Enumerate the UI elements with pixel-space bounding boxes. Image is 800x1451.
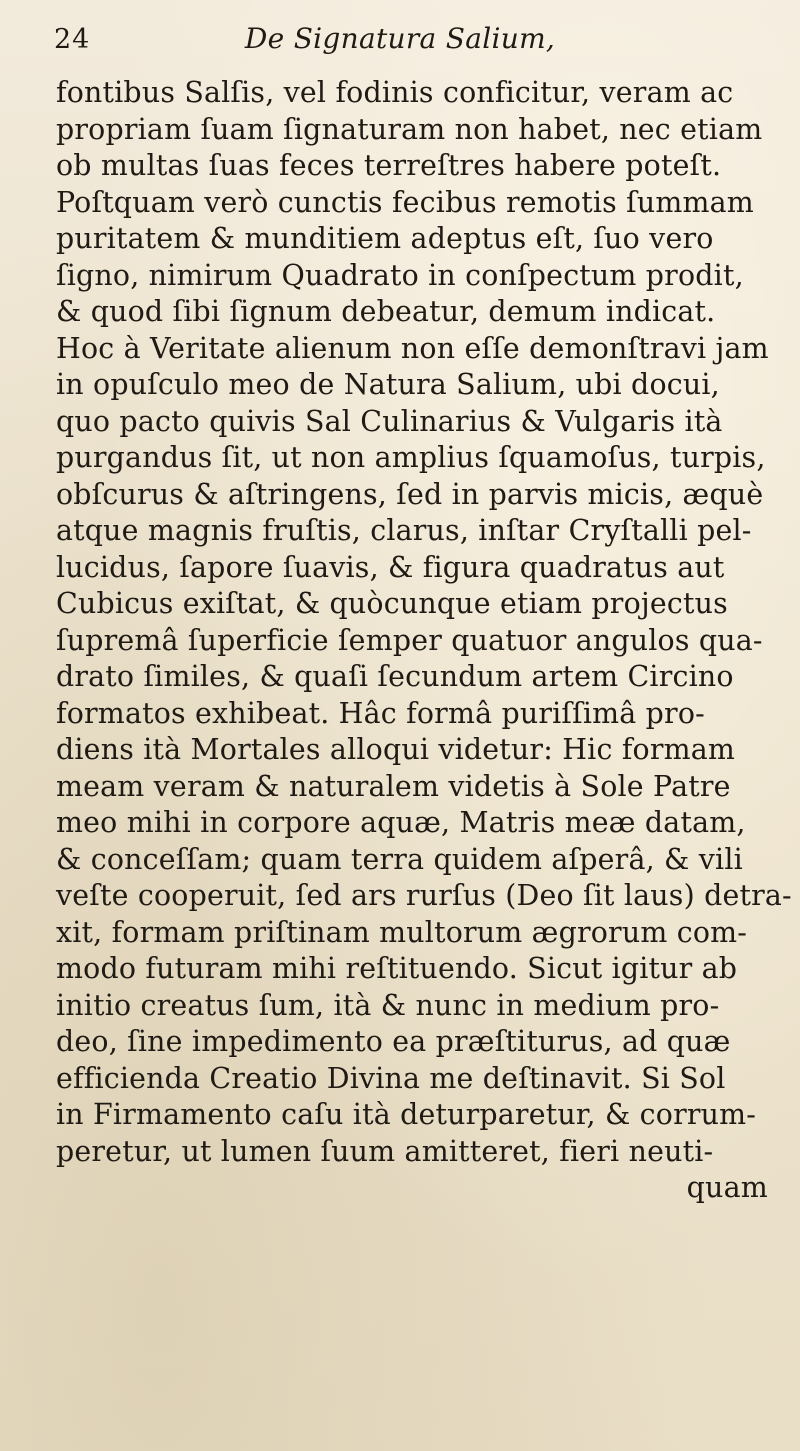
text-line: atque magnis fruſtis, clarus, inſtar Cryſtalli pel- bbox=[56, 514, 752, 547]
text-line: Cubicus exiſtat, & quòcunque etiam projectus bbox=[56, 587, 728, 620]
text-line: ob multas ſuas feces terreſtres habere poteſt. bbox=[56, 149, 722, 182]
page-number: 24 bbox=[54, 24, 91, 55]
text-line: efficienda Creatio Divina me deſtinavit. Si Sol bbox=[56, 1061, 726, 1095]
text-line: xit, formam priſtinam multorum ægrorum com- bbox=[56, 915, 748, 949]
text-line: meam veram & naturalem videtis à Sole Patre bbox=[56, 769, 731, 803]
text-line: & conceſſam; quam terra quidem aſperâ, & vili bbox=[56, 842, 743, 876]
text-line: Hoc à Veritate alienum non eſſe demonſtravi jam bbox=[56, 331, 769, 365]
text-line: in Firmamento caſu ità deturparetur, & corrum- bbox=[56, 1098, 757, 1131]
catchword: quam bbox=[686, 1171, 768, 1204]
text-line: ſupremâ ſuperficie ſemper quatuor angulos qua- bbox=[56, 623, 763, 657]
text-line: formatos exhibeat. Hâc formâ puriſſimâ pro- bbox=[56, 696, 705, 730]
running-title: De Signatura Salium, bbox=[244, 22, 556, 55]
text-line: initio creatus ſum, ità & nunc in medium pro- bbox=[56, 988, 720, 1022]
text-line: ſigno, nimirum Quadrato in conſpectum prodit, bbox=[56, 258, 744, 292]
text-line: drato ſimiles, & quaſi ſecundum artem Circino bbox=[56, 660, 734, 693]
page-header bbox=[0, 0, 800, 70]
text-line: propriam ſuam ſignaturam non habet, nec etiam bbox=[56, 112, 763, 146]
text-line: deo, ſine impedimento ea præſtiturus, ad quæ bbox=[56, 1025, 731, 1058]
text-line: Poſtquam verò cunctis fecibus remotis ſummam bbox=[56, 185, 754, 219]
text-line: obſcurus & aſtringens, ſed in parvis micis, æquè bbox=[56, 477, 764, 511]
text-line: purgandus ſit, ut non amplius ſquamoſus, turpis, bbox=[56, 441, 766, 474]
text-line: diens ità Mortales alloqui videtur: Hic formam bbox=[56, 733, 736, 766]
text-line: quo pacto quivis Sal Culinarius & Vulgaris ità bbox=[56, 404, 723, 438]
text-line: lucidus, ſapore ſuavis, & figura quadratus aut bbox=[56, 550, 725, 584]
text-line: & quod ſibi ſignum debeatur, demum indicat. bbox=[56, 295, 716, 328]
text-line: puritatem & munditiem adeptus eſt, ſuo vero bbox=[56, 222, 714, 255]
body-text bbox=[56, 75, 796, 1207]
text-line: veſte cooperuit, ſed ars rurſus (Deo ſit laus) detra- bbox=[56, 879, 792, 912]
text-line: meo mihi in corpore aquæ, Matris meæ datam, bbox=[56, 806, 746, 839]
text-line: in opuſculo meo de Natura Salium, ubi docui, bbox=[56, 368, 720, 401]
text-line: modo futuram mihi reſtituendo. Sicut igitur ab bbox=[56, 952, 738, 985]
text-line: peretur, ut lumen ſuum amitteret, fieri neuti- bbox=[56, 1134, 714, 1168]
text-line: fontibus Salſis, vel fodinis conficitur, veram ac bbox=[56, 76, 734, 109]
